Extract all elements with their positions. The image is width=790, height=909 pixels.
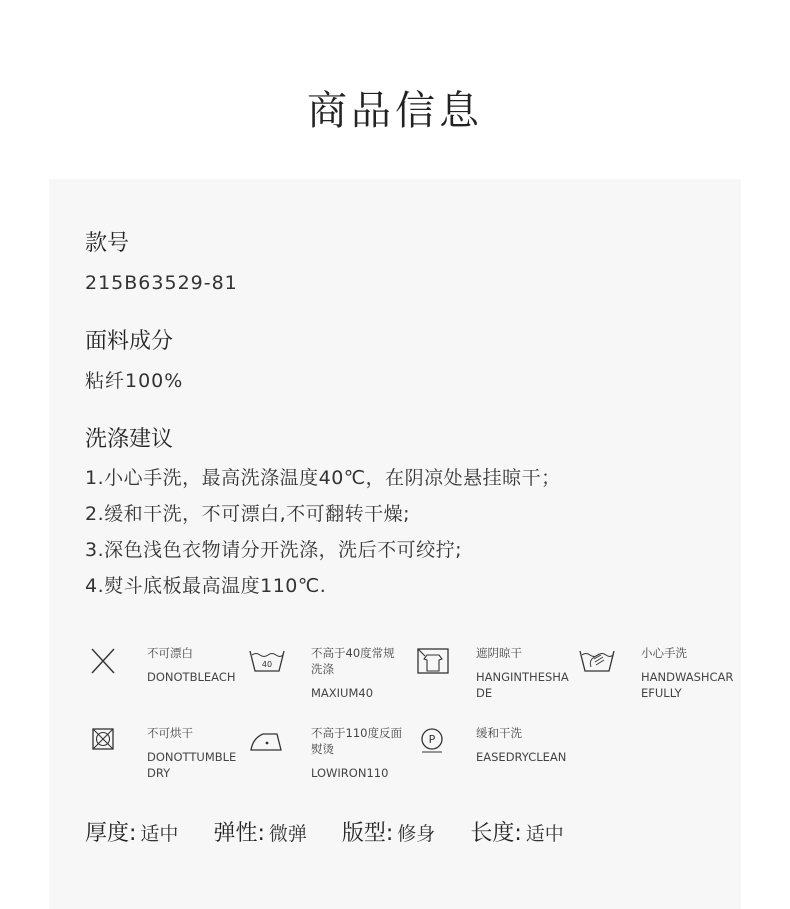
care-en: LOWIRON110 bbox=[311, 766, 389, 780]
care-cn: 不高于40度常规洗涤 bbox=[311, 646, 395, 676]
style-number-label: 款号 bbox=[85, 231, 130, 256]
care-cn: 缓和干洗 bbox=[476, 726, 522, 740]
low-iron-icon bbox=[247, 724, 287, 756]
style-number-value: 215B63529-81 bbox=[85, 272, 238, 294]
care-item-dry-clean bbox=[476, 725, 571, 765]
fabric-value: 粘纤100% bbox=[85, 370, 184, 392]
do-not-tumble-dry-icon bbox=[85, 724, 125, 756]
product-info-panel bbox=[49, 179, 741, 909]
care-en: MAXIUM40 bbox=[311, 686, 374, 700]
elasticity-value: 微弹 bbox=[268, 823, 307, 845]
length-key: 长度: bbox=[470, 821, 522, 846]
care-cn: 不高于110度反面熨烫 bbox=[311, 726, 402, 756]
thickness-key: 厚度: bbox=[85, 821, 137, 846]
fabric-label: 面料成分 bbox=[85, 329, 174, 354]
fit-key: 版型: bbox=[341, 821, 394, 846]
washing-label: 洗涤建议 bbox=[85, 427, 174, 452]
care-en: EASEDRYCLEAN bbox=[476, 750, 567, 764]
care-item-hand-wash bbox=[641, 645, 736, 701]
dry-clean-label: P bbox=[428, 733, 436, 746]
hang-dry-shade-icon bbox=[413, 645, 453, 677]
washing-line-1: 1.小心手洗，最高洗涤温度40℃，在阴凉处悬挂晾干； bbox=[85, 467, 561, 489]
care-cn: 不可烘干 bbox=[147, 726, 193, 740]
gentle-dry-clean-icon bbox=[413, 724, 453, 756]
care-en: DONOTTUMBLEDRY bbox=[147, 750, 237, 780]
length-value: 适中 bbox=[525, 823, 564, 845]
do-not-bleach-icon bbox=[85, 645, 125, 677]
care-item-hang-dry bbox=[476, 645, 571, 701]
care-cn: 遮阴晾干 bbox=[476, 646, 522, 660]
care-item-do-not-tumble-dry bbox=[147, 725, 242, 781]
wash-40-icon bbox=[247, 645, 287, 677]
hand-wash-icon bbox=[577, 645, 617, 677]
care-en: HANDWASHCAREFULLY bbox=[641, 670, 734, 700]
care-cn: 小心手洗 bbox=[641, 646, 687, 660]
washing-line-2: 2.缓和干洗，不可漂白,不可翻转干燥; bbox=[85, 503, 411, 525]
care-item-wash-40 bbox=[311, 645, 406, 701]
care-en: HANGINTHESHADE bbox=[476, 670, 569, 700]
washing-line-4: 4.熨斗底板最高温度110℃. bbox=[85, 575, 327, 597]
page-title: 商品信息 bbox=[307, 88, 483, 134]
care-en: DONOTBLEACH bbox=[147, 670, 236, 684]
care-cn: 不可漂白 bbox=[147, 646, 193, 660]
fit-value: 修身 bbox=[397, 823, 436, 845]
product-properties bbox=[85, 819, 592, 849]
care-item-low-iron bbox=[311, 725, 406, 781]
wash-temp-label: 40 bbox=[261, 660, 273, 669]
thickness-value: 适中 bbox=[140, 823, 179, 845]
care-item-do-not-bleach bbox=[147, 645, 242, 685]
elasticity-key: 弹性: bbox=[213, 821, 265, 846]
washing-line-3: 3.深色浅色衣物请分开洗涤，洗后不可绞拧; bbox=[85, 539, 463, 561]
